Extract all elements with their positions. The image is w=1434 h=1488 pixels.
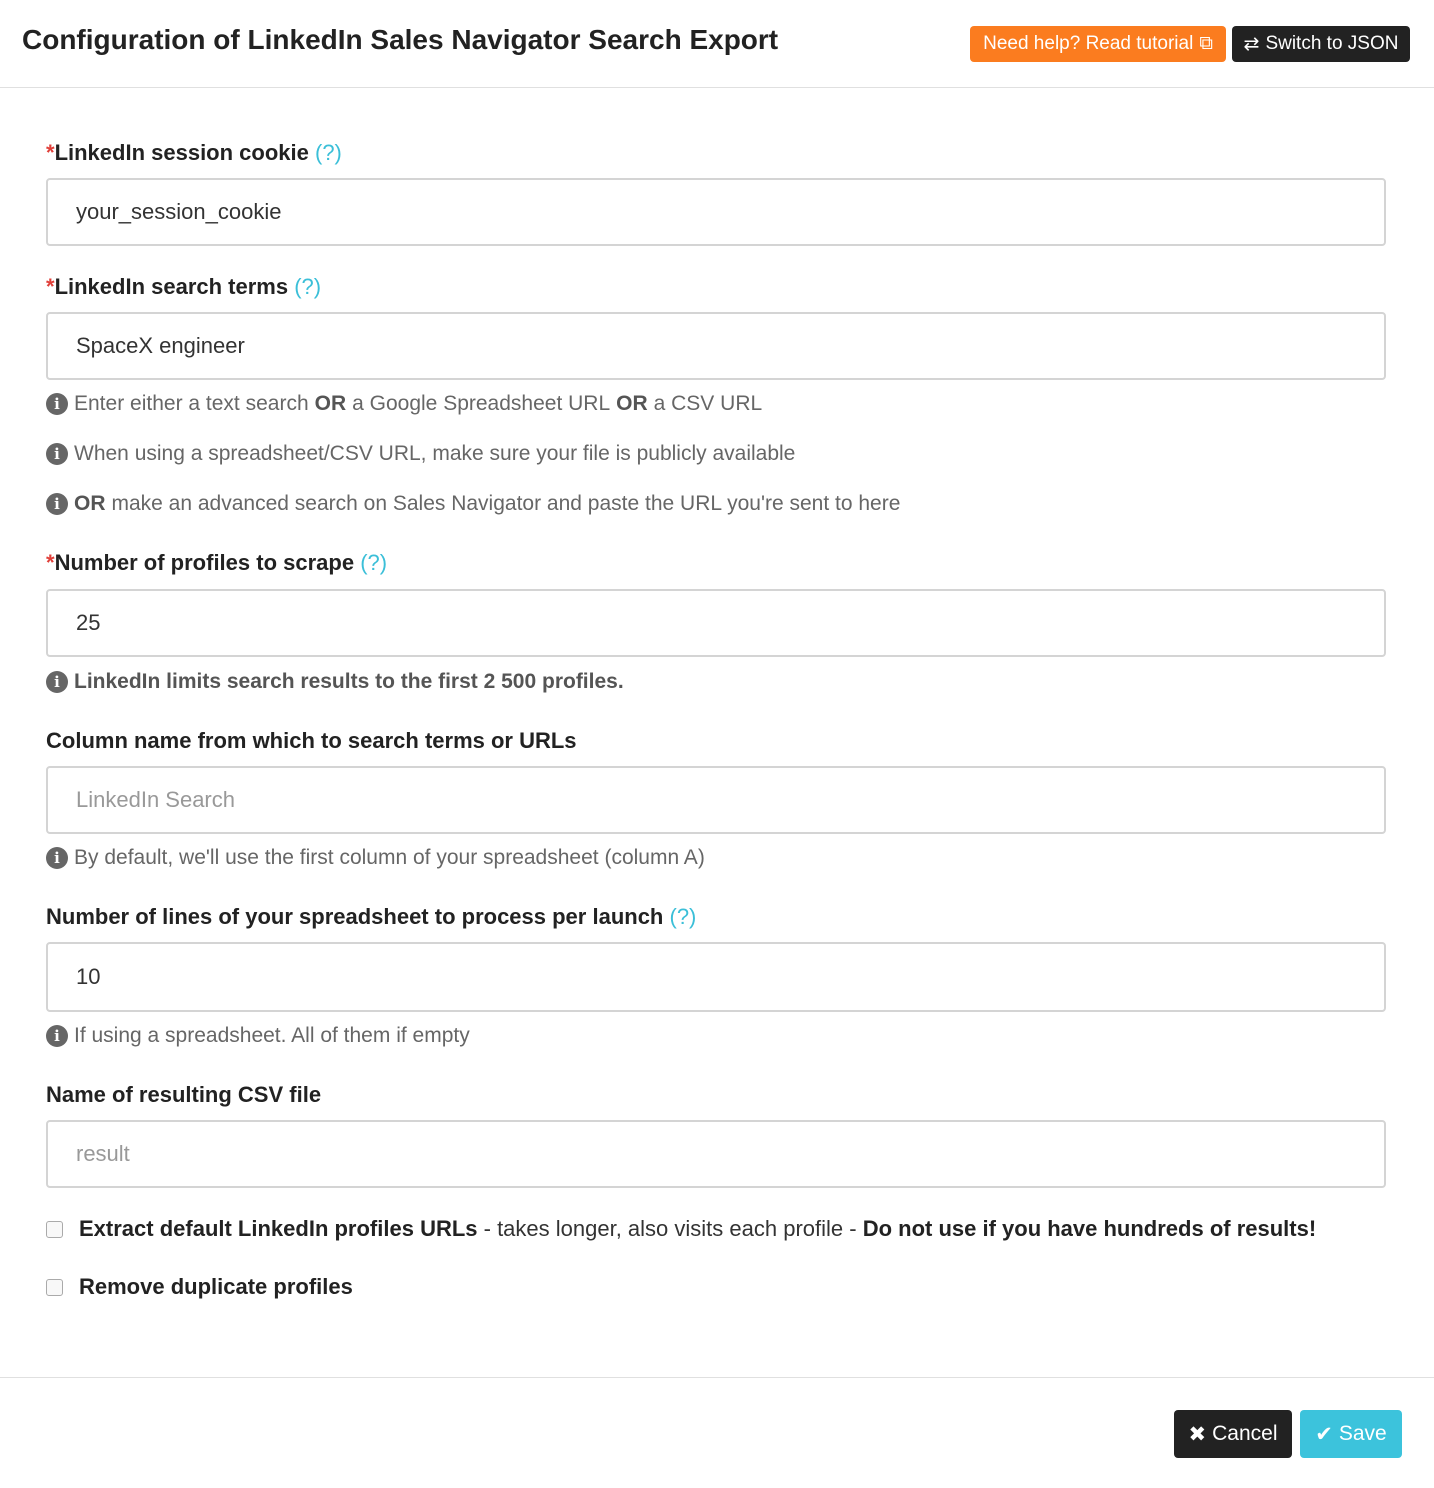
label-text: Number of lines of your spreadsheet to process per launch	[46, 904, 664, 929]
cookie-label	[46, 140, 342, 166]
info-icon: i	[46, 1025, 68, 1047]
check-icon: ✔	[1315, 1422, 1333, 1446]
extract-urls-checkbox[interactable]	[46, 1216, 1316, 1242]
label-text: LinkedIn search terms	[54, 274, 289, 299]
help-text	[46, 846, 705, 870]
search-terms-input[interactable]	[46, 312, 1386, 380]
save-label: Save	[1338, 1422, 1387, 1445]
checkbox-text: - takes longer, also visits each profile -	[477, 1216, 863, 1241]
label-text: LinkedIn session cookie	[54, 140, 309, 165]
lines-input[interactable]	[46, 942, 1386, 1012]
cancel-button[interactable]	[1174, 1410, 1292, 1458]
info-icon: i	[46, 443, 68, 465]
csv-name-label: Name of resulting CSV file	[46, 1082, 322, 1107]
profiles-label	[46, 550, 387, 576]
checkbox-warning: Do not use if you have hundreds of results!	[862, 1216, 1317, 1241]
help-text	[46, 492, 900, 516]
help-part: Enter either a text search	[74, 392, 309, 415]
help-link[interactable]: (?)	[294, 274, 322, 299]
checkbox[interactable]	[46, 1221, 63, 1238]
info-icon: i	[46, 671, 68, 693]
help-part: a CSV URL	[653, 392, 763, 415]
checkbox[interactable]	[46, 1279, 63, 1296]
external-link-icon: ⧉	[1199, 33, 1213, 54]
exchange-icon: ⇄	[1243, 33, 1260, 55]
help-part: By default, we'll use the first column of your spreadsheet (column A)	[74, 846, 705, 869]
help-link[interactable]: (?)	[669, 904, 697, 929]
switch-json-button[interactable]	[1232, 26, 1410, 62]
help-text	[46, 392, 762, 416]
profiles-input[interactable]	[46, 589, 1386, 657]
tutorial-label: Need help? Read tutorial	[983, 33, 1194, 54]
help-bold: OR	[74, 492, 106, 515]
help-text	[46, 1024, 470, 1048]
required-mark: *	[46, 274, 55, 299]
help-bold: OR	[616, 392, 648, 415]
required-mark: *	[46, 140, 55, 165]
checkbox-label	[79, 1216, 1316, 1242]
help-bold: OR	[314, 392, 347, 415]
column-label: Column name from which to search terms or URLs	[46, 728, 577, 753]
column-input[interactable]	[46, 766, 1386, 834]
help-part: When using a spreadsheet/CSV URL, make sure your file is publicly available	[74, 442, 796, 465]
switch-json-label: Switch to JSON	[1265, 33, 1399, 54]
checkbox-label: Remove duplicate profiles	[79, 1274, 353, 1299]
save-button[interactable]	[1300, 1410, 1402, 1458]
search-terms-label	[46, 274, 321, 300]
csv-name-input[interactable]	[46, 1120, 1386, 1188]
help-text	[46, 442, 795, 466]
footer-divider	[0, 1377, 1434, 1378]
required-mark: *	[46, 550, 55, 575]
help-part: If using a spreadsheet. All of them if empty	[74, 1024, 470, 1047]
help-text	[46, 670, 624, 694]
cookie-input[interactable]	[46, 178, 1386, 246]
help-bold: LinkedIn limits search results to the first 2 500 profiles.	[74, 670, 624, 693]
lines-label	[46, 904, 696, 930]
info-icon: i	[46, 493, 68, 515]
info-icon: i	[46, 393, 68, 415]
close-icon: ✖	[1188, 1422, 1207, 1446]
cancel-label: Cancel	[1212, 1422, 1278, 1445]
remove-duplicates-checkbox[interactable]	[46, 1274, 353, 1300]
label-text: Number of profiles to scrape	[54, 550, 355, 575]
help-link[interactable]: (?)	[360, 550, 388, 575]
page-title: Configuration of LinkedIn Sales Navigator Search Export	[22, 24, 779, 55]
tutorial-button[interactable]	[970, 26, 1226, 62]
help-link[interactable]: (?)	[315, 140, 342, 165]
checkbox-bold: Extract default LinkedIn profiles URLs	[79, 1216, 478, 1241]
help-part: a Google Spreadsheet URL	[352, 392, 611, 415]
info-icon: i	[46, 847, 68, 869]
help-part: make an advanced search on Sales Navigator and paste the URL you're sent to here	[111, 492, 901, 515]
